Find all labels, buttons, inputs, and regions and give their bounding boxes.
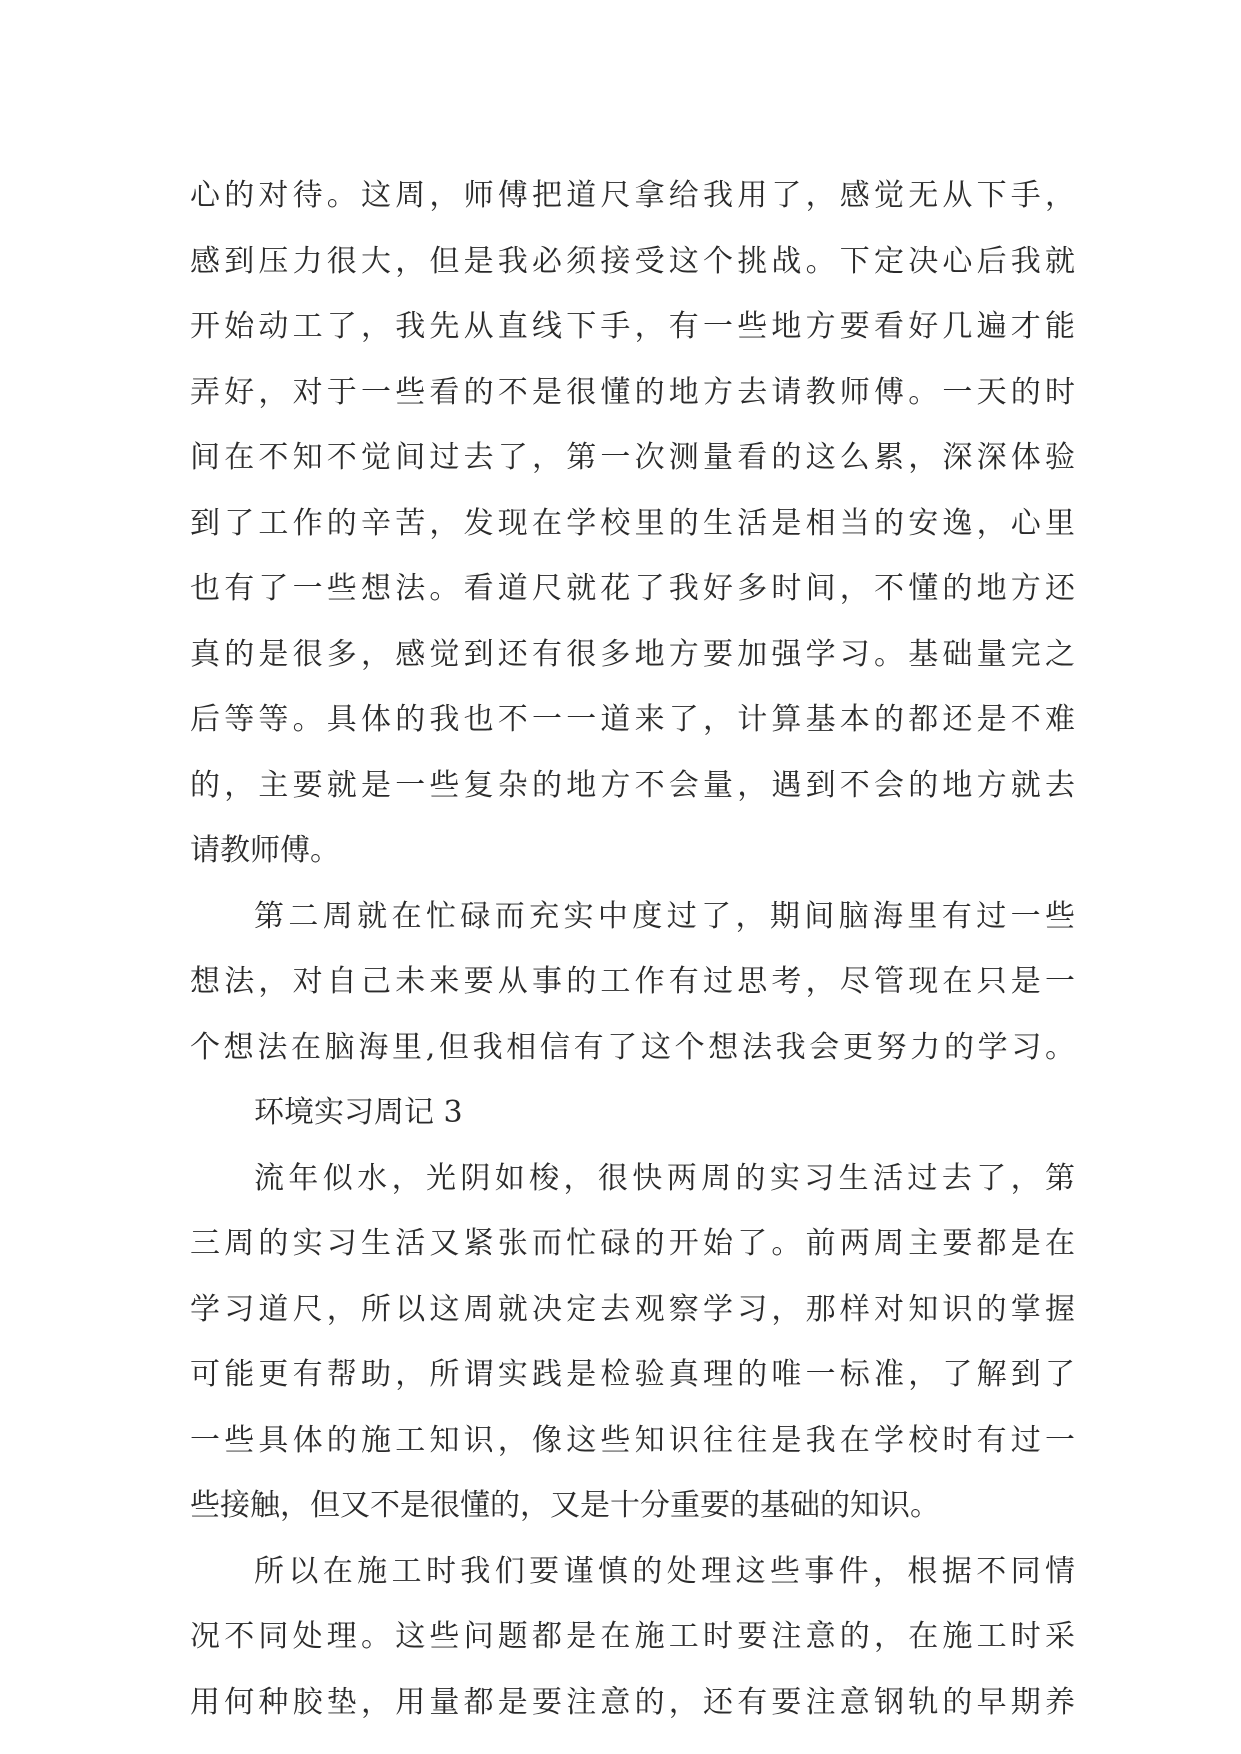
text-line: 心的对待。这周，师傅把道尺拿给我用了，感觉无从下手， [190, 178, 1075, 213]
text-line: 所以在施工时我们要谨慎的处理这些事件，根据不同情 [254, 1553, 1075, 1589]
paragraph [190, 884, 1075, 1081]
text-line: 三周的实习生活又紧张而忙碌的开始了。前两周主要都是在 [190, 1226, 1075, 1261]
text-line: 真的是很多，感觉到还有很多地方要加强学习。基础量完之 [190, 636, 1075, 672]
text-line: 弄好，对于一些看的不是很懂的地方去请教师傅。一天的时 [190, 374, 1075, 410]
text-line: 学习道尺，所以这周就决定去观察学习，那样对知识的掌握 [190, 1291, 1075, 1327]
text-line: 一些具体的施工知识，像这些知识往往是我在学校时有过一 [190, 1422, 1075, 1458]
text-line: 用何种胶垫，用量都是要注意的，还有要注意钢轨的早期养 [190, 1684, 1075, 1720]
heading-text: 环境实习周记 3 [254, 1095, 463, 1130]
paragraph [190, 163, 1075, 884]
text-line: 个想法在脑海里,但我相信有了这个想法我会更努力的学习。 [190, 1029, 1075, 1065]
text-line: 间在不知不觉间过去了，第一次测量看的这么累，深深体验 [190, 440, 1075, 475]
text-line: 的，主要就是一些复杂的地方不会量，遇到不会的地方就去 [190, 767, 1075, 803]
text-line: 感到压力很大，但是我必须接受这个挑战。下定决心后我就 [190, 243, 1075, 279]
text-line: 后等等。具体的我也不一一道来了，计算基本的都还是不难 [190, 702, 1075, 737]
text-line: 些接触，但又不是很懂的，又是十分重要的基础的知识。 [190, 1488, 940, 1523]
text-line: 想法，对自己未来要从事的工作有过思考，尽管现在只是一 [190, 964, 1075, 999]
document-body [190, 163, 1075, 1735]
text-line: 流年似水，光阴如梭，很快两周的实习生活过去了，第 [254, 1160, 1075, 1196]
text-line: 可能更有帮助，所谓实践是检验真理的唯一标准，了解到了 [190, 1357, 1075, 1392]
text-line: 到了工作的辛苦，发现在学校里的生活是相当的安逸，心里 [190, 505, 1075, 541]
text-line: 也有了一些想法。看道尺就花了我好多时间，不懂的地方还 [190, 571, 1075, 606]
text-line: 况不同处理。这些问题都是在施工时要注意的，在施工时采 [190, 1619, 1075, 1654]
text-line: 请教师傅。 [190, 833, 340, 868]
paragraph [190, 1539, 1075, 1736]
section-heading [190, 1080, 1075, 1146]
text-line: 开始动工了，我先从直线下手，有一些地方要看好几遍才能 [190, 309, 1075, 344]
paragraph [190, 1146, 1075, 1539]
text-line: 第二周就在忙碌而充实中度过了，期间脑海里有过一些 [254, 898, 1075, 934]
